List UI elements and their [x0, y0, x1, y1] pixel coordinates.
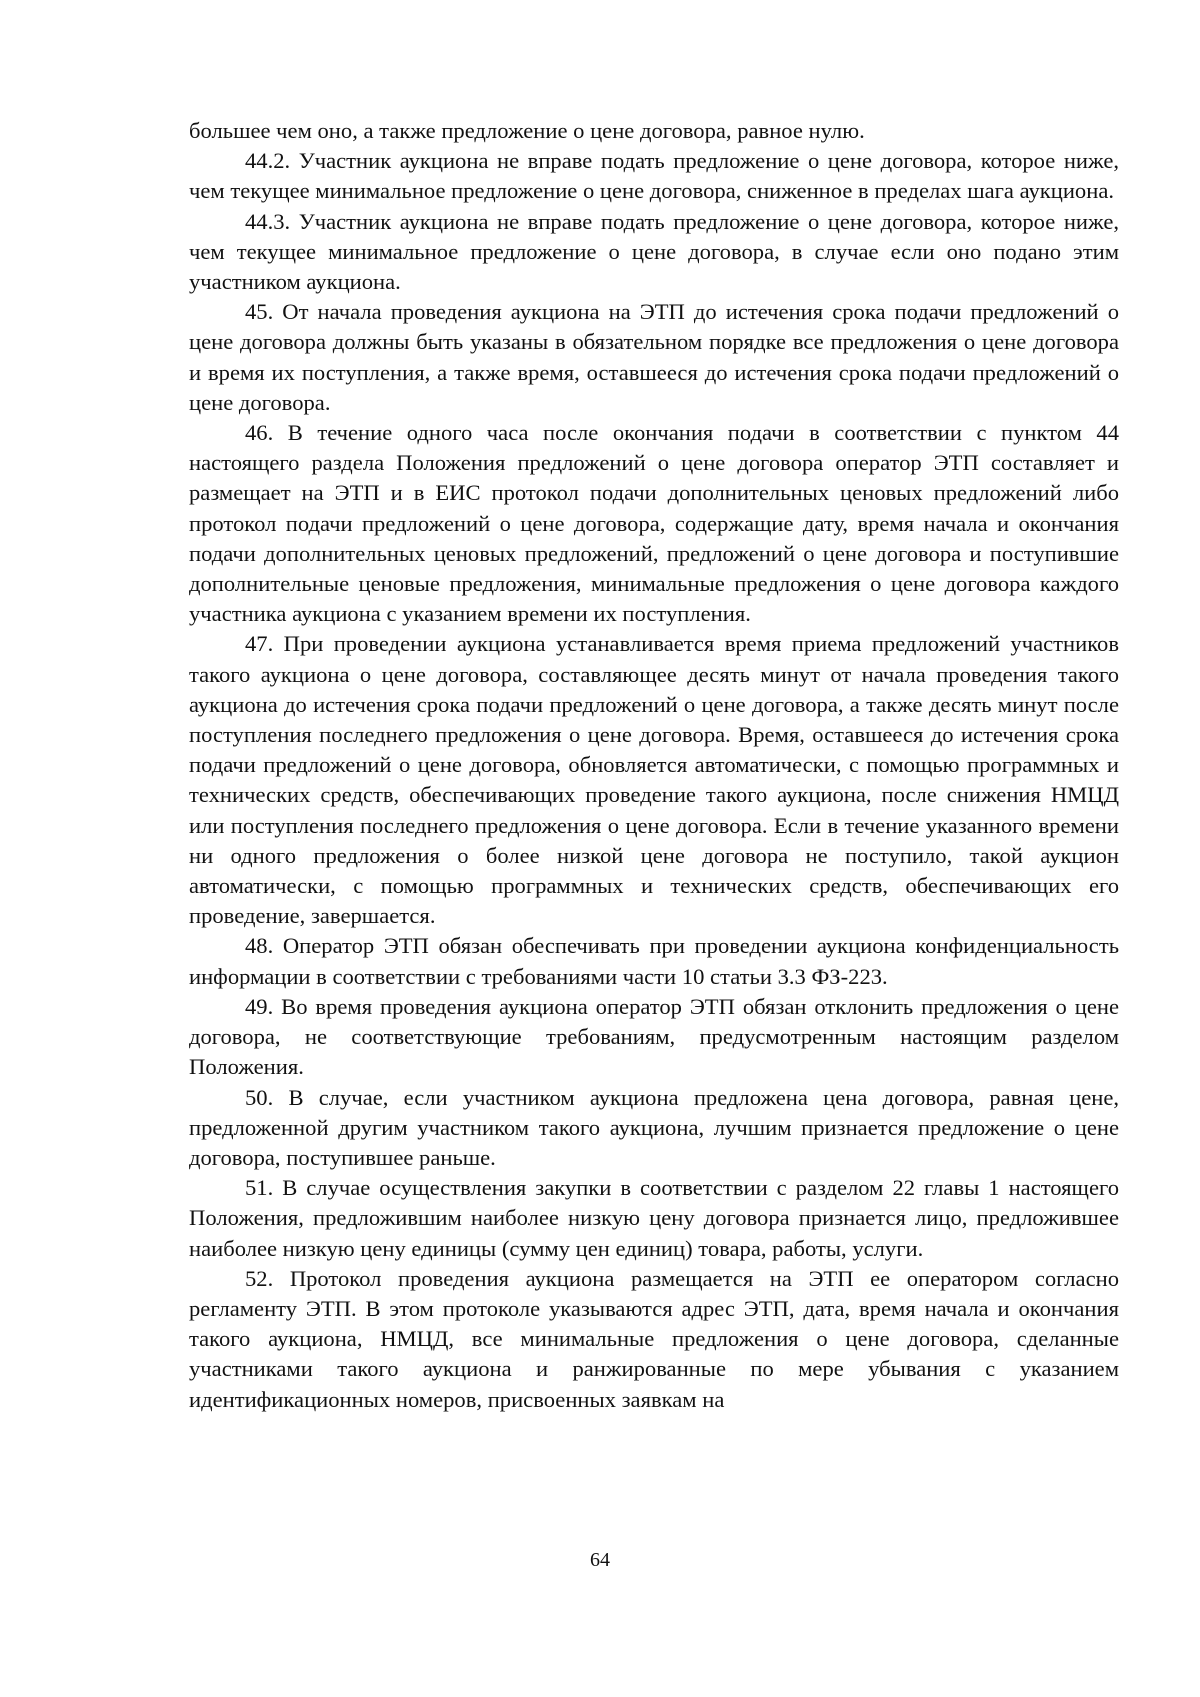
paragraph-52: 52. Протокол проведения аукциона размещается на ЭТП ее оператором согласно регламенту ЭТП. В этом протоколе указываются адрес ЭТП, дата, время начала и окончания такого аукциона, НМЦД, все минимальные предложения о цене договора, сделанные участниками такого аукциона и ранжированные по мере убывания с указанием идентификационных номеров, присвоенных заявкам на	[189, 1265, 1119, 1412]
paragraph-44-3: 44.3. Участник аукциона не вправе подать предложение о цене договора, которое ниже, чем текущее минимальное предложение о цене договора, в случае если оно подано этим участником аукциона.	[189, 208, 1119, 295]
paragraph-44-2: 44.2. Участник аукциона не вправе подать предложение о цене договора, которое ниже, чем текущее минимальное предложение о цене договора, сниженное в пределах шага аукциона.	[189, 148, 1119, 204]
paragraph-49: 49. Во время проведения аукциона оператор ЭТП обязан отклонить предложения о цене договора, не соответствующие требованиям, предусмотренным настоящим разделом Положения.	[189, 993, 1119, 1080]
paragraph-48: 48. Оператор ЭТП обязан обеспечивать при проведении аукциона конфиденциальность информации в соответствии с требованиями части 10 статьи 3.3 ФЗ-223.	[189, 933, 1119, 989]
document-body	[189, 116, 1119, 1415]
paragraph-50: 50. В случае, если участником аукциона предложена цена договора, равная цене, предложенной другим участником такого аукциона, лучшим признается предложение о цене договора, поступившее раньше.	[189, 1084, 1119, 1170]
paragraph-continuation: большее чем оно, а также предложение о цене договора, равное нулю.	[189, 118, 865, 143]
paragraph-47: 47. При проведении аукциона устанавливается время приема предложений участников такого аукциона о цене договора, составляющее десять минут от начала проведения такого аукциона до истечения срока подачи предложений о цене договора, а также десять минут после поступления последнего предложения о цене договора. Время, оставшееся до истечения срока подачи предложений о цене договора, обновляется автоматически, с помощью программных и технических средств, обеспечивающих проведение такого аукциона, после снижения НМЦД или поступления последнего предложения о цене договора. Если в течение указанного времени ни одного предложения о более низкой цене договора не поступило, такой аукцион автоматически, с помощью программных и технических средств, обеспечивающих его проведение, завершается.	[189, 631, 1119, 929]
paragraph-45: 45. От начала проведения аукциона на ЭТП до истечения срока подачи предложений о цене договора должны быть указаны в обязательном порядке все предложения о цене договора и время их поступления, а также время, оставшееся до истечения срока подачи предложений о цене договора.	[189, 299, 1119, 415]
paragraph-51: 51. В случае осуществления закупки в соответствии с разделом 22 главы 1 настоящего Положения, предложившим наиболее низкую цену договора признается лицо, предложившее наиболее низкую цену единицы (сумму цен единиц) товара, работы, услуги.	[189, 1175, 1119, 1261]
paragraph-46: 46. В течение одного часа после окончания подачи в соответствии с пунктом 44 настоящего раздела Положения предложений о цене договора оператор ЭТП составляет и размещает на ЭТП и в ЕИС протокол подачи дополнительных ценовых предложений либо протокол подачи предложений о цене договора, содержащие дату, время начала и окончания подачи дополнительных ценовых предложений, предложений о цене договора и поступившие дополнительные ценовые предложения, минимальные предложения о цене договора каждого участника аукциона с указанием времени их поступления.	[189, 420, 1119, 627]
page-number: 64	[590, 1549, 610, 1571]
